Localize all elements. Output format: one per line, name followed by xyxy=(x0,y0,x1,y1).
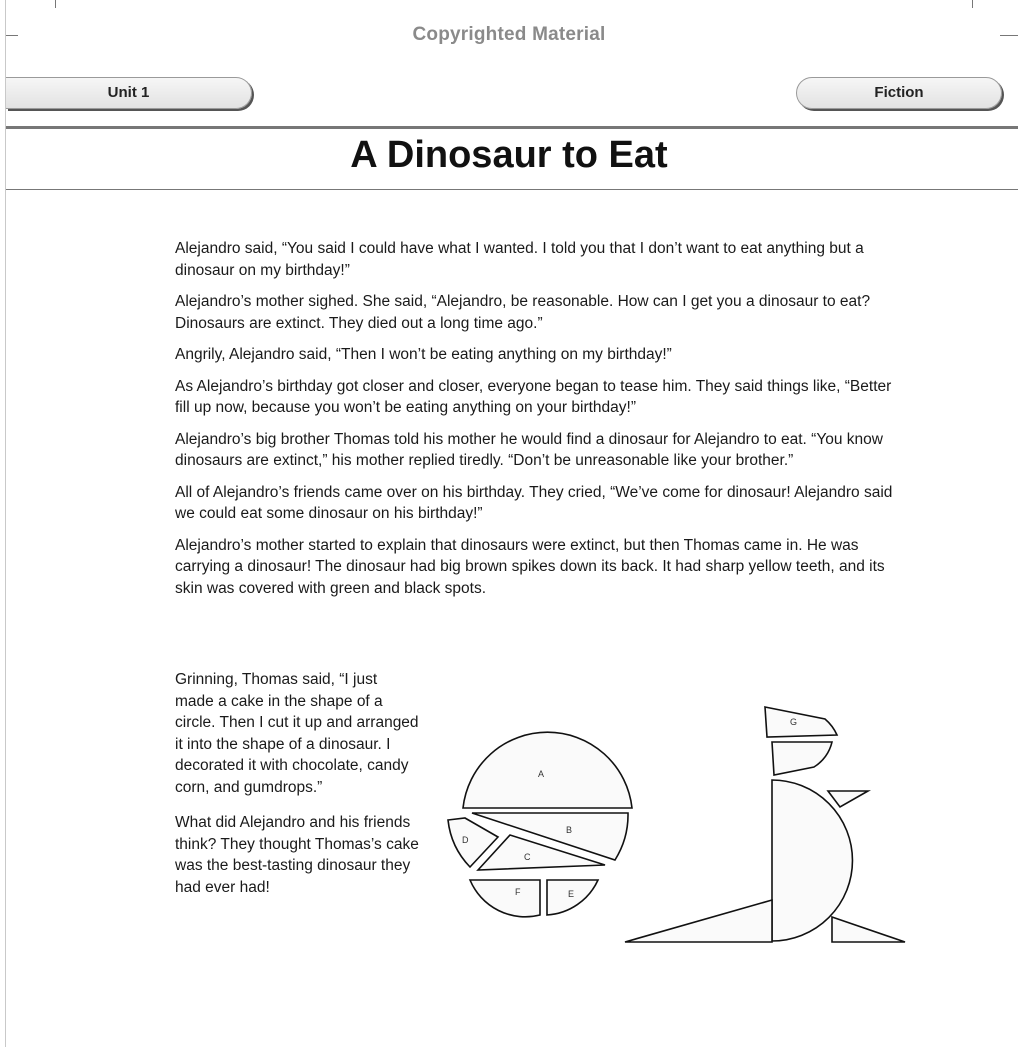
unit-tab: Unit 1 xyxy=(6,77,252,109)
piece-label: F xyxy=(515,887,521,897)
story-paragraph: Alejandro’s big brother Thomas told his mother he would find a dinosaur for Alejandro to eat. “You know dinosaurs are extinct,” his mother replied tiredly. “Don’t be unreasonable like your brother.” xyxy=(175,430,883,469)
story-paragraph: What did Alejandro and his friends think? They thought Thomas’s cake was the best-tasting dinosaur they had ever had! xyxy=(175,814,419,896)
piece-label: G xyxy=(790,717,798,727)
story-paragraph: Grinning, Thomas said, “I just made a cake in the shape of a circle. Then I cut it up and arranged it into the shape of a dinosaur. I decorated it with chocolate, candy corn, and gumdrops.” xyxy=(175,671,419,796)
dino-jaw xyxy=(772,742,832,775)
dino-head xyxy=(765,707,837,737)
piece-label: A xyxy=(538,769,545,779)
piece-label: B xyxy=(566,825,573,835)
story-paragraph: Angrily, Alejandro said, “Then I won’t be eating anything on my birthday!” xyxy=(175,346,672,363)
cake-piece-a xyxy=(463,732,632,808)
story-paragraph: Alejandro’s mother started to explain that dinosaurs were extinct, but then Thomas came in. He was carrying a dinosaur! The dinosaur had big brown spikes down its back. It had sharp yellow teeth, and its skin was covered with green and black spots. xyxy=(175,536,885,597)
story-text-narrow xyxy=(175,669,420,912)
title-rule-top xyxy=(6,126,1018,129)
story-paragraph: As Alejandro’s birthday got closer and closer, everyone began to tease him. They said things like, “Better fill up now, because you won’t be eating anything on your birthday!” xyxy=(175,377,892,416)
cake-dinosaur-illustration xyxy=(440,695,915,955)
crop-mark xyxy=(972,0,973,8)
dino-tail xyxy=(625,900,772,942)
story-paragraph: Alejandro said, “You said I could have what I wanted. I told you that I don’t want to eat anything but a dinosaur on my birthday!” xyxy=(175,240,864,279)
piece-label: D xyxy=(462,835,469,845)
crop-mark xyxy=(55,0,56,8)
piece-label: E xyxy=(568,889,575,899)
piece-label: C xyxy=(524,852,531,862)
dino-foot xyxy=(832,917,905,942)
story-paragraph: All of Alejandro’s friends came over on his birthday. They cried, “We’ve come for dinosaur! Alejandro said we could eat some dinosaur on his birthday!” xyxy=(175,483,893,522)
dino-spike xyxy=(828,791,868,807)
title-rule-bottom xyxy=(6,189,1018,190)
cake-piece-f xyxy=(470,880,540,917)
story-paragraph: Alejandro’s mother sighed. She said, “Alejandro, be reasonable. How can I get you a dinosaur to eat? Dinosaurs are extinct. They died out a long time ago.” xyxy=(175,293,871,332)
genre-tab: Fiction xyxy=(796,77,1002,109)
page-title: A Dinosaur to Eat xyxy=(350,134,668,176)
story-text xyxy=(175,238,895,609)
cake-diagram xyxy=(440,695,915,955)
copyright-notice: Copyrighted Material xyxy=(412,24,606,45)
